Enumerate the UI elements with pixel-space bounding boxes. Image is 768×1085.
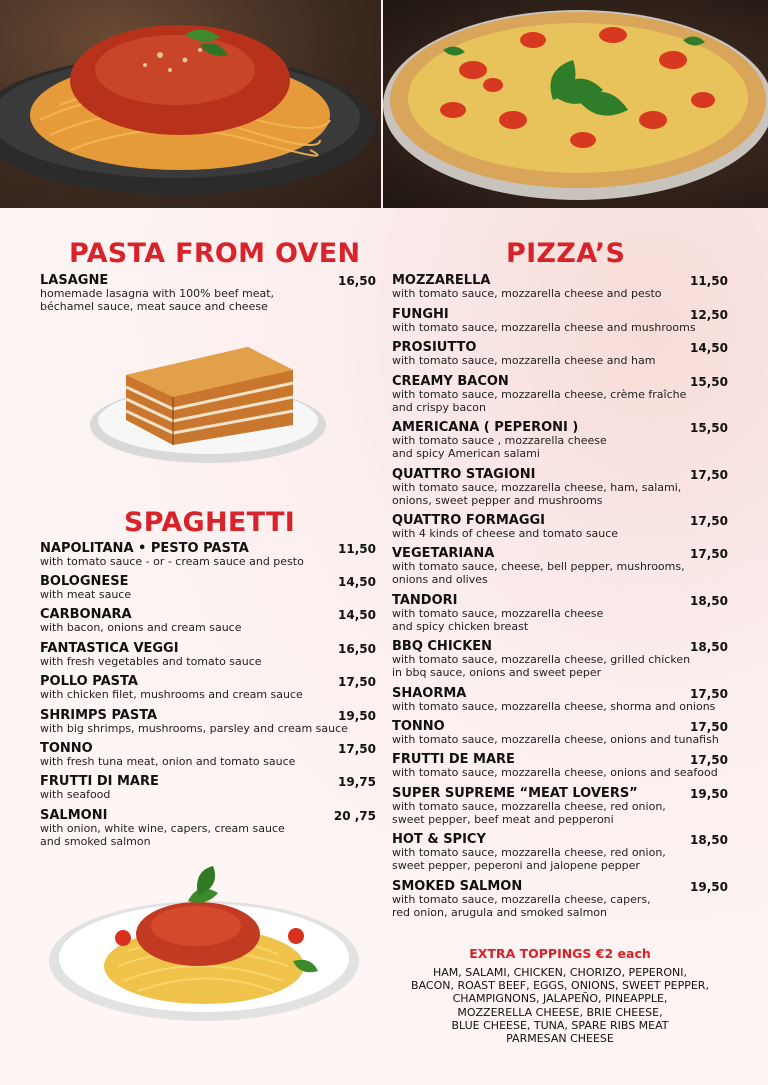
item-price: 18,50 bbox=[690, 833, 728, 847]
spaghetti-plate-photo bbox=[48, 866, 360, 1026]
item-description: with 4 kinds of cheese and tomato sauce bbox=[392, 527, 619, 540]
item-price: 15,50 bbox=[690, 375, 728, 389]
item-price: 11,50 bbox=[338, 542, 376, 556]
pizza-photo bbox=[383, 0, 768, 208]
menu-item-salmoni bbox=[40, 808, 376, 850]
item-name: FANTASTICA VEGGI bbox=[40, 641, 179, 656]
item-description: with tomato sauce, cheese, bell pepper, mushrooms, onions and olives bbox=[392, 560, 685, 586]
item-name: CREAMY BACON bbox=[392, 374, 509, 389]
item-name: SUPER SUPREME “MEAT LOVERS” bbox=[392, 786, 638, 801]
item-name: BBQ CHICKEN bbox=[392, 639, 493, 654]
item-name: BOLOGNESE bbox=[40, 574, 129, 589]
menu-item-hot-spicy bbox=[392, 832, 728, 874]
menu-item-napolitana bbox=[40, 541, 376, 569]
item-description: with tomato sauce, mozzarella cheese and mushrooms bbox=[392, 321, 696, 334]
item-price: 17,50 bbox=[690, 720, 728, 734]
item-price: 15,50 bbox=[690, 421, 728, 435]
item-description: with tomato sauce - or - cream sauce and pesto bbox=[40, 555, 304, 568]
menu-item-lasagne bbox=[40, 273, 376, 313]
item-description: with tomato sauce, mozzarella cheese and spicy chicken breast bbox=[392, 607, 604, 633]
item-description: with tomato sauce, mozzarella cheese and ham bbox=[392, 354, 656, 367]
item-price: 17,50 bbox=[690, 687, 728, 701]
item-price: 16,50 bbox=[338, 642, 376, 656]
menu-item-bolognese bbox=[40, 574, 376, 602]
item-price: 19,50 bbox=[690, 880, 728, 894]
item-name: TANDORI bbox=[392, 593, 458, 608]
item-name: POLLO PASTA bbox=[40, 674, 138, 689]
item-description: with tomato sauce, mozzarella cheese, shorma and onions bbox=[392, 700, 716, 713]
item-name: SHAORMA bbox=[392, 686, 467, 701]
item-name: MOZZARELLA bbox=[392, 273, 491, 288]
menu-item-frutti-de-mare bbox=[392, 752, 728, 780]
menu-item-mozzarella bbox=[392, 273, 728, 301]
menu-item-super-supreme bbox=[392, 786, 728, 828]
menu-item-creamy-bacon bbox=[392, 374, 728, 416]
item-description: with tomato sauce, mozzarella cheese, red onion, sweet pepper, beef meat and pepperoni bbox=[392, 800, 666, 826]
menu-item-vegetariana bbox=[392, 546, 728, 588]
item-description: with tomato sauce, mozzarella cheese, red onion, sweet pepper, peperoni and jalopene pepper bbox=[392, 846, 666, 872]
item-price: 12,50 bbox=[690, 308, 728, 322]
item-price: 19,75 bbox=[338, 775, 376, 789]
menu-item-quattro-formaggi bbox=[392, 513, 728, 541]
item-name: CARBONARA bbox=[40, 607, 132, 622]
item-description: with tomato sauce, mozzarella cheese, grilled chicken in bbq sauce, onions and sweet peper bbox=[392, 653, 691, 679]
menu-item-bbq-chicken bbox=[392, 639, 728, 681]
menu-item-smoked-salmon bbox=[392, 879, 728, 921]
menu-item-funghi bbox=[392, 307, 728, 335]
item-name: FRUTTI DE MARE bbox=[392, 752, 515, 767]
item-description: with chicken filet, mushrooms and cream sauce bbox=[40, 688, 303, 701]
menu-item-tandori bbox=[392, 593, 728, 635]
item-name: AMERICANA ( PEPERONI ) bbox=[392, 420, 579, 435]
item-price: 14,50 bbox=[338, 608, 376, 622]
item-price: 17,50 bbox=[690, 514, 728, 528]
item-name: TONNO bbox=[40, 741, 93, 756]
item-name: HOT & SPICY bbox=[392, 832, 486, 847]
item-description: with tomato sauce, mozzarella cheese, onions and seafood bbox=[392, 766, 718, 779]
menu-item-prosiutto bbox=[392, 340, 728, 368]
item-price: 19,50 bbox=[690, 787, 728, 801]
item-name: FUNGHI bbox=[392, 307, 449, 322]
menu-item-pollo-pasta bbox=[40, 674, 376, 702]
item-description: with tomato sauce, mozzarella cheese and pesto bbox=[392, 287, 662, 300]
item-price: 17,50 bbox=[690, 547, 728, 561]
item-description: with fresh vegetables and tomato sauce bbox=[40, 655, 262, 668]
item-price: 17,50 bbox=[690, 753, 728, 767]
extra-toppings-list: HAM, SALAMI, CHICKEN, CHORIZO, PEPERONI, BACON, ROAST BEEF, EGGS, ONIONS, SWEET PEPPER, CHAMPIGNONS, JALAPEÑO, PINEAPPLE, MOZZERELLA CHEESE, BRIE CHEESE, BLUE CHEESE, TUNA, SPARE RIBS MEAT PARMESAN CHEESE bbox=[411, 966, 709, 1046]
item-name: VEGETARIANA bbox=[392, 546, 495, 561]
menu-item-shaorma bbox=[392, 686, 728, 714]
item-name: PROSIUTTO bbox=[392, 340, 477, 355]
pasta-from-oven-title: PASTA FROM OVEN bbox=[69, 238, 361, 269]
menu-item-tonno bbox=[40, 741, 376, 769]
item-price: 16,50 bbox=[338, 274, 376, 288]
item-description: with onion, white wine, capers, cream sauce and smoked salmon bbox=[40, 822, 285, 848]
item-description: with big shrimps, mushrooms, parsley and cream sauce bbox=[40, 722, 348, 735]
item-description: with tomato sauce, mozzarella cheese, capers, red onion, arugula and smoked salmon bbox=[392, 893, 651, 919]
item-price: 14,50 bbox=[690, 341, 728, 355]
item-price: 14,50 bbox=[338, 575, 376, 589]
spaghetti-title: SPAGHETTI bbox=[124, 507, 296, 538]
item-description: with tomato sauce , mozzarella cheese and spicy American salami bbox=[392, 434, 607, 460]
pizzas-title: PIZZA’S bbox=[506, 238, 626, 269]
item-name: TONNO bbox=[392, 719, 445, 734]
item-name: NAPOLITANA • PESTO PASTA bbox=[40, 541, 249, 556]
item-description: with seafood bbox=[40, 788, 111, 801]
menu-item-frutti-di-mare bbox=[40, 774, 376, 802]
item-price: 18,50 bbox=[690, 640, 728, 654]
menu-item-quattro-stagioni bbox=[392, 467, 728, 509]
item-description: with tomato sauce, mozzarella cheese, ham, salami, onions, sweet pepper and mushrooms bbox=[392, 481, 682, 507]
menu-item-carbonara bbox=[40, 607, 376, 635]
item-price: 18,50 bbox=[690, 594, 728, 608]
spaghetti-bolognese-photo bbox=[0, 0, 381, 208]
item-description: homemade lasagna with 100% beef meat, béchamel sauce, meat sauce and cheese bbox=[40, 287, 275, 313]
item-name: QUATTRO STAGIONI bbox=[392, 467, 536, 482]
menu-item-fantastica-veggi bbox=[40, 641, 376, 669]
item-price: 17,50 bbox=[338, 742, 376, 756]
item-description: with tomato sauce, mozzarella cheese, crème fraîche and crispy bacon bbox=[392, 388, 687, 414]
item-name: SHRIMPS PASTA bbox=[40, 708, 158, 723]
menu-item-americana bbox=[392, 420, 728, 462]
extra-toppings-title: EXTRA TOPPINGS €2 each bbox=[469, 946, 651, 961]
item-description: with tomato sauce, mozzarella cheese, onions and tunafish bbox=[392, 733, 719, 746]
item-price: 17,50 bbox=[690, 468, 728, 482]
menu-item-shrimps-pasta bbox=[40, 708, 376, 736]
item-name: SMOKED SALMON bbox=[392, 879, 523, 894]
item-description: with bacon, onions and cream sauce bbox=[40, 621, 242, 634]
item-name: QUATTRO FORMAGGI bbox=[392, 513, 545, 528]
item-description: with meat sauce bbox=[40, 588, 132, 601]
lasagna-photo bbox=[88, 325, 328, 465]
item-price: 19,50 bbox=[338, 709, 376, 723]
menu-item-tonno-pizza bbox=[392, 719, 728, 747]
item-name: FRUTTI DI MARE bbox=[40, 774, 159, 789]
item-price: 20 ,75 bbox=[333, 809, 376, 823]
item-price: 11,50 bbox=[690, 274, 728, 288]
item-price: 17,50 bbox=[338, 675, 376, 689]
item-description: with fresh tuna meat, onion and tomato sauce bbox=[40, 755, 296, 768]
item-name: LASAGNE bbox=[40, 273, 109, 288]
item-name: SALMONI bbox=[40, 808, 108, 823]
